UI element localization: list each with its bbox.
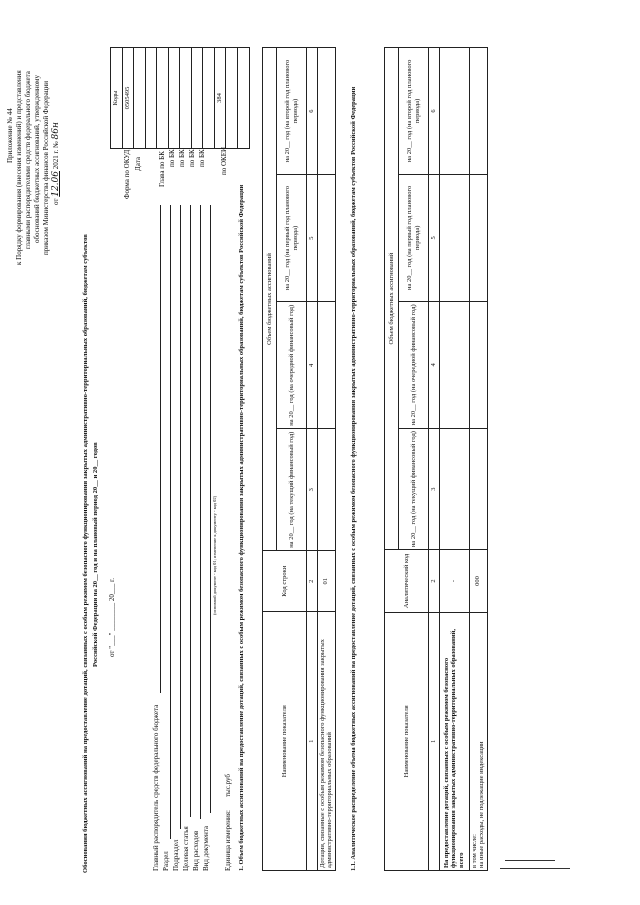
appendix-line: главными распорядителями средств федерального бюджета [24, 71, 32, 249]
row-code: 01 [317, 551, 335, 612]
form-title: Обоснования бюджетных ассигнований на предоставление дотаций, связанных с особым режимом безопасного функционирования закрытых административно-территориальных образований, бюджетам субъектов [82, 234, 89, 873]
field-line [170, 205, 171, 839]
value-cell [317, 48, 335, 175]
code-cell [238, 48, 249, 148]
code-cell [226, 48, 238, 148]
num-cell: 2 [429, 550, 440, 612]
value-cell [469, 428, 487, 549]
code-cell [180, 48, 192, 148]
num-cell: 2 [307, 551, 318, 612]
col-3: на 20__ год (на текущий финансовый год) [399, 428, 429, 549]
unit-value: тыс.руб [224, 774, 232, 797]
num-cell: 5 [307, 175, 318, 302]
bk-label: по БК [178, 149, 186, 167]
col-group: Объем бюджетных ассигнований [385, 48, 399, 550]
handwritten-date: 12.06 [51, 171, 61, 197]
form-okud-label: Форма по ОКУД [123, 149, 131, 199]
codes-header: Коды [111, 48, 123, 148]
appendix-line: приказом Министерства финансов Российской Федерации [42, 81, 50, 255]
code-cell [192, 48, 204, 148]
code-cell [169, 48, 181, 148]
code-cell [203, 48, 215, 148]
section1-table [262, 47, 336, 871]
appendix-number: Приложение № 44 [6, 108, 14, 163]
num-cell: 6 [307, 48, 318, 175]
okei-label: по ОКЕИ [220, 146, 228, 175]
value-cell [439, 174, 469, 301]
value-cell [317, 429, 335, 551]
field-line [190, 205, 191, 817]
appendix-line: к Порядку формирования (внесения изменений) и представления [15, 70, 23, 265]
field-vr: Вид расходов [192, 830, 200, 871]
num-cell: 3 [429, 428, 440, 549]
value-cell [469, 174, 487, 301]
bk-label: по БК [188, 149, 196, 167]
col-4: на 20__ год (на очередной финансовый год) [399, 301, 429, 428]
num-cell: 4 [429, 301, 440, 428]
num-cell: 6 [429, 48, 440, 175]
col-5: на 20__ год (на первый год планового периода) [277, 175, 307, 302]
row-other-label: на иные расходы, не подлежащие индексации [478, 741, 485, 868]
row-sub-label: в том числе: [470, 834, 478, 868]
field-line [200, 205, 201, 819]
col-name: Наименование показателя [385, 612, 429, 870]
date-label: Дата [134, 157, 142, 171]
section11-table [384, 47, 488, 871]
date-code [134, 48, 146, 148]
glava-label: Глава по БК [158, 151, 166, 187]
scan-mark [505, 860, 555, 861]
field-line [210, 205, 211, 813]
value-cell [469, 48, 487, 175]
col-code: Аналитический код [385, 550, 429, 612]
field-doc: Вид документа [202, 825, 210, 871]
scan-mark [500, 868, 570, 869]
num-cell: 1 [429, 612, 440, 870]
num-cell: 5 [429, 174, 440, 301]
col-3: на 20__ год (на текущий финансовый год) [277, 429, 307, 551]
code-cell [157, 48, 169, 148]
col-6: на 20__ год (на второй год планового периода) [399, 48, 429, 175]
section1-title: 1. Объем бюджетных ассигнований на предоставление дотаций, связанных с особым режимом безопасного функционирования закрытых административно-территориальных образований, бюджетам субъектов Российской Федерации [238, 184, 245, 871]
bk-label: по БК [198, 149, 206, 167]
value-cell [439, 301, 469, 428]
field-gr: Главный распорядитель средств федерального бюджета [152, 704, 160, 871]
row-label: Дотации, связанные с особым режимом безопасного функционирования закрытых административно-территориальных образований [317, 612, 335, 871]
code-cell [146, 48, 158, 148]
doc-hint: (основной документ - код 01; изменение к документу - код 02) [212, 495, 217, 615]
col-5: на 20__ год (на первый год планового периода) [399, 174, 429, 301]
col-name: Наименование показателя [263, 612, 307, 871]
field-cs: Целевая статья [182, 826, 190, 871]
col-code: Код строки [263, 551, 307, 612]
section11-title: 1.1. Аналитическое распределение объема бюджетных ассигнований на предоставление дотаций, связанных с особым режимом безопасного функционирования закрытых административно-территориальных образований, бюджетам субъектов Российской Федерации [350, 86, 357, 871]
value-cell [317, 175, 335, 302]
field-line [180, 205, 181, 829]
field-line [160, 205, 161, 693]
row-code: - [439, 550, 469, 612]
form-code: 0505495 [123, 48, 135, 148]
field-razdel: Раздел [162, 851, 170, 871]
appendix-line: обоснований бюджетных ассигнований, утвержденному [33, 75, 41, 243]
field-podrazdel: Подраздел [172, 839, 180, 871]
col-group: Объем бюджетных ассигнований [263, 48, 277, 551]
value-cell [469, 301, 487, 428]
form-date-line: от "___" ________ 20___ г. [108, 577, 116, 657]
row-code: 000 [469, 550, 487, 612]
handwritten-number: 86н [51, 122, 61, 140]
row-label [469, 612, 487, 870]
unit-label: Единица измерения: [224, 810, 232, 871]
row-total-label: На предоставление дотаций, связанных с особым режимом безопасного функционирования закрытых административно-территориальных образований, всего [439, 612, 469, 870]
col-4: на 20__ год (на очередной финансовый год) [277, 302, 307, 429]
value-cell [439, 428, 469, 549]
num-cell: 4 [307, 302, 318, 429]
form-title-period: Российской Федерации на 20__ год и на плановый период 20__ и 20__ годов [92, 442, 99, 667]
num-cell: 1 [307, 612, 318, 871]
okei-code: 384 [215, 48, 227, 148]
value-cell [439, 48, 469, 175]
num-cell: 3 [307, 429, 318, 551]
col-6: на 20__ год (на второй год планового периода) [277, 48, 307, 175]
codes-box [110, 47, 250, 149]
appendix-date: от 12.06 2021 г. № 86н [51, 122, 61, 205]
value-cell [317, 302, 335, 429]
bk-label: по БК [168, 149, 176, 167]
